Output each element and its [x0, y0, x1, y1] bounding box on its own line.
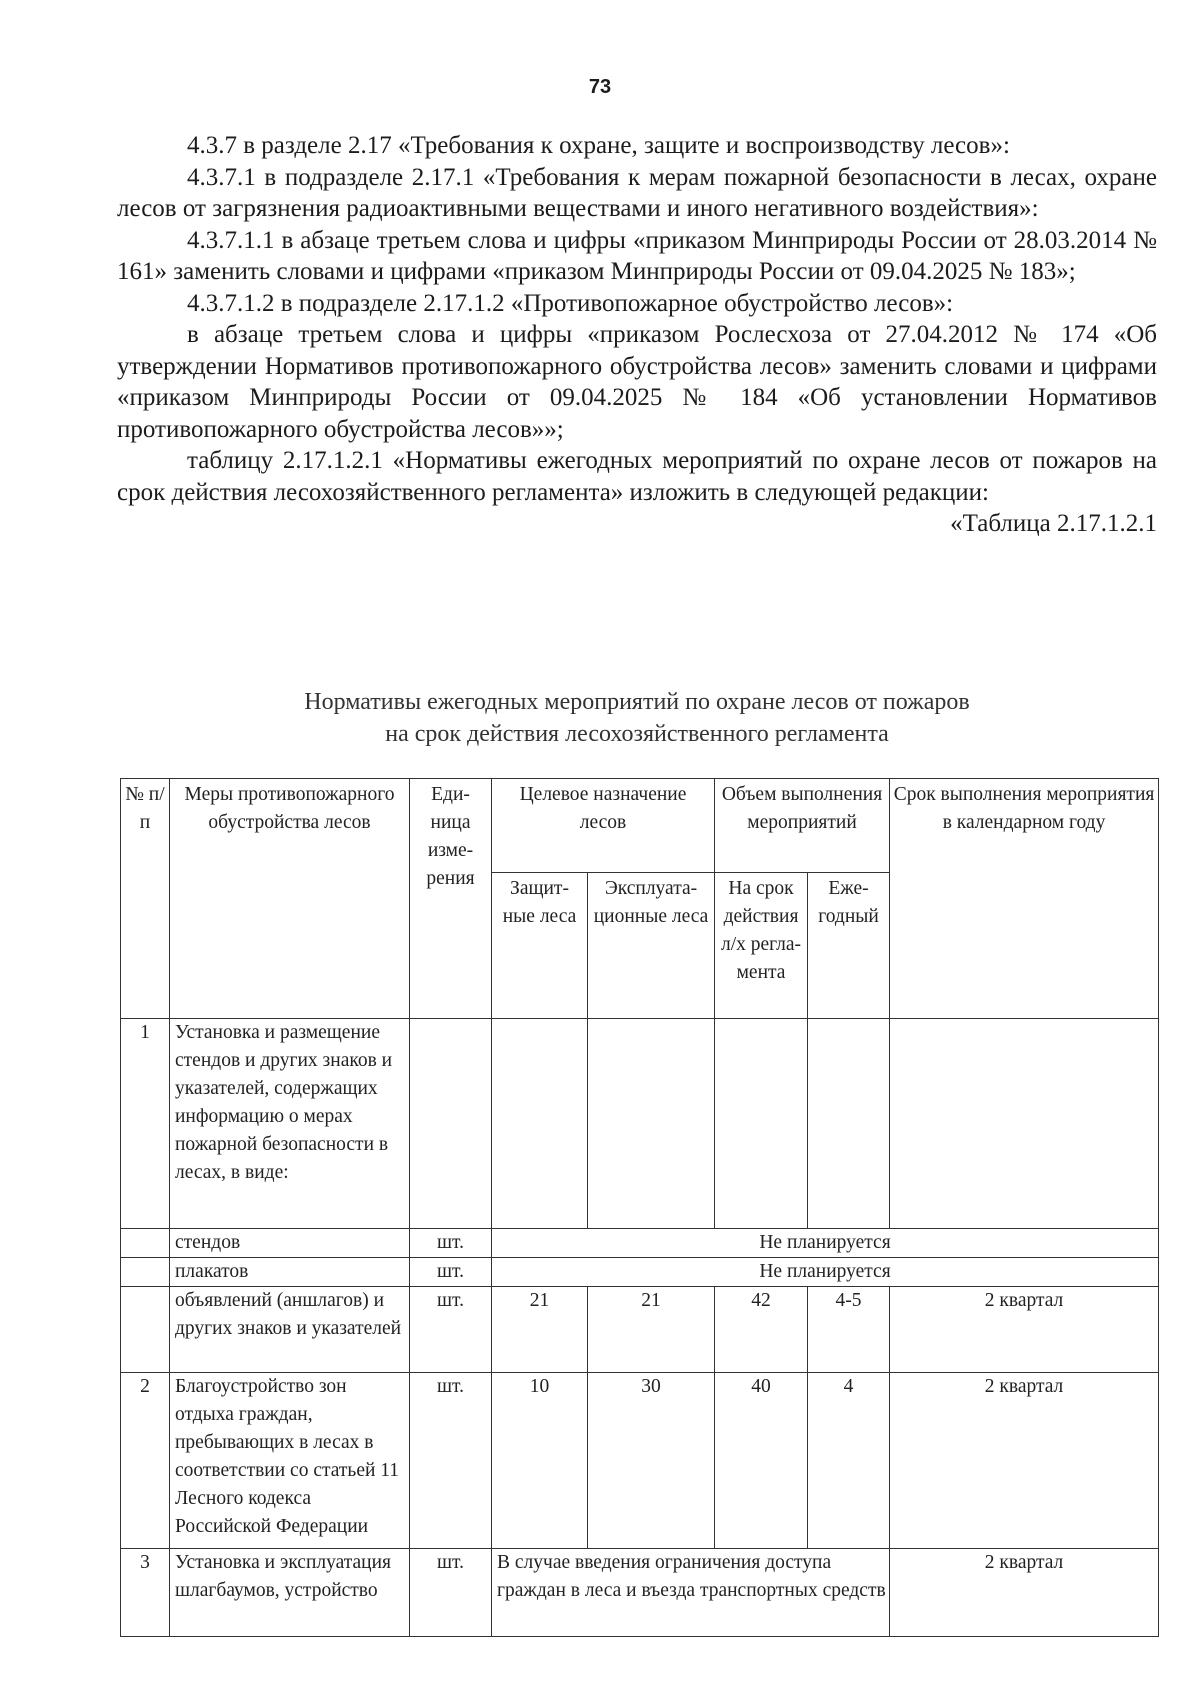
paragraph-table-redaction: таблицу 2.17.1.2.1 «Нормативы ежегодных мероприятий по охране лесов от пожаров на срок действия лесохозяйственного регламента» изложить в следующей редакции:	[117, 447, 1157, 506]
paragraph-4-3-7-1: 4.3.7.1 в подразделе 2.17.1 «Требования к мерам пожарной безопасности в лесах, охране лесов от загрязнения радиоактивными веществами и иного негативного воздействия»:	[117, 163, 1157, 222]
cell-unit: шт.	[410, 1549, 492, 1637]
cell-num: 2	[121, 1373, 170, 1549]
paragraph-4-3-7-1-2: 4.3.7.1.2 в подразделе 2.17.1.2 «Противопожарное обустройство лесов»:	[187, 289, 954, 317]
header-exploitable: Эксплуата-ционные леса	[588, 873, 715, 1019]
cell-annual: 4-5	[808, 1287, 890, 1373]
cell-unit: шт.	[410, 1258, 492, 1287]
table-row	[121, 1373, 1159, 1549]
table-title	[117, 686, 1157, 750]
cell-annual	[808, 1019, 890, 1229]
cell-period	[715, 1019, 808, 1229]
table-label: «Таблица 2.17.1.2.1	[950, 510, 1157, 537]
cell-protective	[492, 1019, 588, 1229]
cell-measure: стендов	[170, 1229, 410, 1258]
cell-annual: 4	[808, 1373, 890, 1549]
cell-note: В случае введения ограничения доступа граждан в леса и въезда транспортных средств	[492, 1549, 890, 1637]
cell-exploitable: 21	[588, 1287, 715, 1373]
table-row	[121, 1549, 1159, 1637]
cell-num	[121, 1258, 170, 1287]
paragraph-4-3-7: 4.3.7 в разделе 2.17 «Требования к охране, защите и воспроизводству лесов»:	[187, 132, 1010, 159]
header-unit: Еди-ница изме-рения	[410, 779, 492, 1019]
cell-unit	[410, 1019, 492, 1229]
cell-deadline: 2 квартал	[890, 1287, 1159, 1373]
cell-num	[121, 1229, 170, 1258]
header-purpose: Целевое назначение лесов	[492, 779, 715, 873]
cell-deadline: 2 квартал	[890, 1549, 1159, 1637]
header-annual: Еже-годный	[808, 873, 890, 1019]
cell-period: 42	[715, 1287, 808, 1373]
cell-measure: Благоустройство зон отдыха граждан, пребывающих в лесах в соответствии со статьей 11 Лесного кодекса Российской Федерации	[170, 1373, 410, 1549]
header-row-1	[121, 779, 1159, 873]
cell-num	[121, 1287, 170, 1373]
body-text	[117, 130, 1157, 540]
table-title-line-1: Нормативы ежегодных мероприятий по охране лесов от пожаров	[304, 689, 970, 715]
table-row	[121, 1019, 1159, 1229]
cell-exploitable: 30	[588, 1373, 715, 1549]
cell-period: 40	[715, 1373, 808, 1549]
cell-note: Не планируется	[492, 1229, 1159, 1258]
header-num: № п/п	[121, 779, 170, 1019]
cell-num: 1	[121, 1019, 170, 1229]
cell-deadline: 2 квартал	[890, 1373, 1159, 1549]
cell-num: 3	[121, 1549, 170, 1637]
cell-protective: 21	[492, 1287, 588, 1373]
header-period: На срок действия л/х регла-мента	[715, 873, 808, 1019]
norms-table	[120, 778, 1159, 1637]
header-protective: Защит-ные леса	[492, 873, 588, 1019]
table-row	[121, 1229, 1159, 1258]
paragraph-abzac-tretiy: в абзаце третьем слова и цифры «приказом Рослесхоза от 27.04.2012 № 174 «Об утверждении Нормативов противопожарного обустройства лесов» заменить словами и цифрами «приказом Минприроды России от 09.04.2025 № 184 «Об установлении Нормативов противопожарного обустройства лесов»»;	[117, 321, 1157, 443]
cell-measure: объявлений (аншлагов) и других знаков и указателей	[170, 1287, 410, 1373]
cell-note: Не планируется	[492, 1258, 1159, 1287]
cell-measure: Установка и размещение стендов и других знаков и указателей, содержащих информацию о мерах пожарной безопасности в лесах, в виде:	[170, 1019, 410, 1229]
cell-exploitable	[588, 1019, 715, 1229]
cell-unit: шт.	[410, 1229, 492, 1258]
cell-measure: плакатов	[170, 1258, 410, 1287]
cell-measure: Установка и эксплуатация шлагбаумов, устройство	[170, 1549, 410, 1637]
table-row	[121, 1287, 1159, 1373]
table-title-line-2: на срок действия лесохозяйственного регламента	[385, 721, 889, 747]
table-row	[121, 1258, 1159, 1287]
header-volume: Объем выполнения мероприятий	[715, 779, 890, 873]
cell-deadline	[890, 1019, 1159, 1229]
cell-unit: шт.	[410, 1373, 492, 1549]
header-deadline: Срок выполнения мероприятия в календарном году	[890, 779, 1159, 1019]
cell-protective: 10	[492, 1373, 588, 1549]
header-measures: Меры противопожарного обустройства лесов	[170, 779, 410, 1019]
page-number: 73	[588, 76, 612, 98]
paragraph-4-3-7-1-1: 4.3.7.1.1 в абзаце третьем слова и цифры «приказом Минприроды России от 28.03.2014 № 161» заменить словами и цифрами «приказом Минприроды России от 09.04.2025 № 183»;	[117, 226, 1157, 285]
cell-unit: шт.	[410, 1287, 492, 1373]
